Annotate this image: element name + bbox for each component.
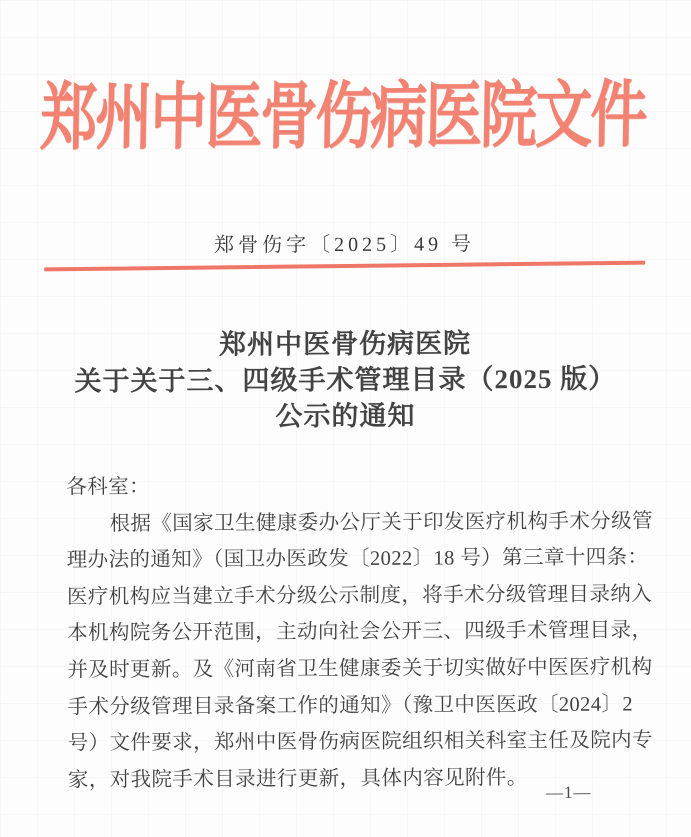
body-line: 医疗机构应当建立手术分级公示制度，将手术分级管理目录纳入: [66, 583, 653, 609]
notice-title-line-2: 关于关于三、四级手术管理目录（2025 版）: [74, 363, 617, 397]
body-line: 本机构院务公开范围，主动向社会公开三、四级手术管理目录，: [67, 619, 653, 645]
document-number: 郑骨伤字〔2025〕49 号: [214, 233, 476, 257]
notice-title-line-1: 郑州中医骨伤病医院: [219, 328, 472, 360]
red-divider-line: [44, 261, 645, 272]
body-line: 并及时更新。及《河南省卫生健康委关于切实做好中医医疗机构: [67, 656, 653, 682]
body-line: 理办法的通知》（国卫办医政发〔2022〕18 号）第三章十四条：: [66, 546, 649, 572]
notice-title: [0, 324, 691, 436]
body-line: 号）文件要求，郑州中医骨伤病医院组织相关科室主任及院内专: [67, 729, 653, 755]
notice-title-line-3: 公示的通知: [275, 400, 416, 432]
page-number: —1—: [545, 782, 592, 802]
body-line: 家，对我院手术目录进行更新，具体内容见附件。: [67, 766, 528, 792]
body-line: 手术分级管理目录备案工作的通知》（豫卫中医医政〔2024〕2: [67, 693, 634, 719]
body-line: 根据《国家卫生健康委办公厅关于印发医疗机构手术分级管: [109, 509, 654, 535]
salutation: 各科室：: [66, 476, 151, 499]
body-paragraph: [66, 466, 654, 798]
letterhead-title: 郑州中医骨伤病医院文件: [39, 75, 646, 160]
